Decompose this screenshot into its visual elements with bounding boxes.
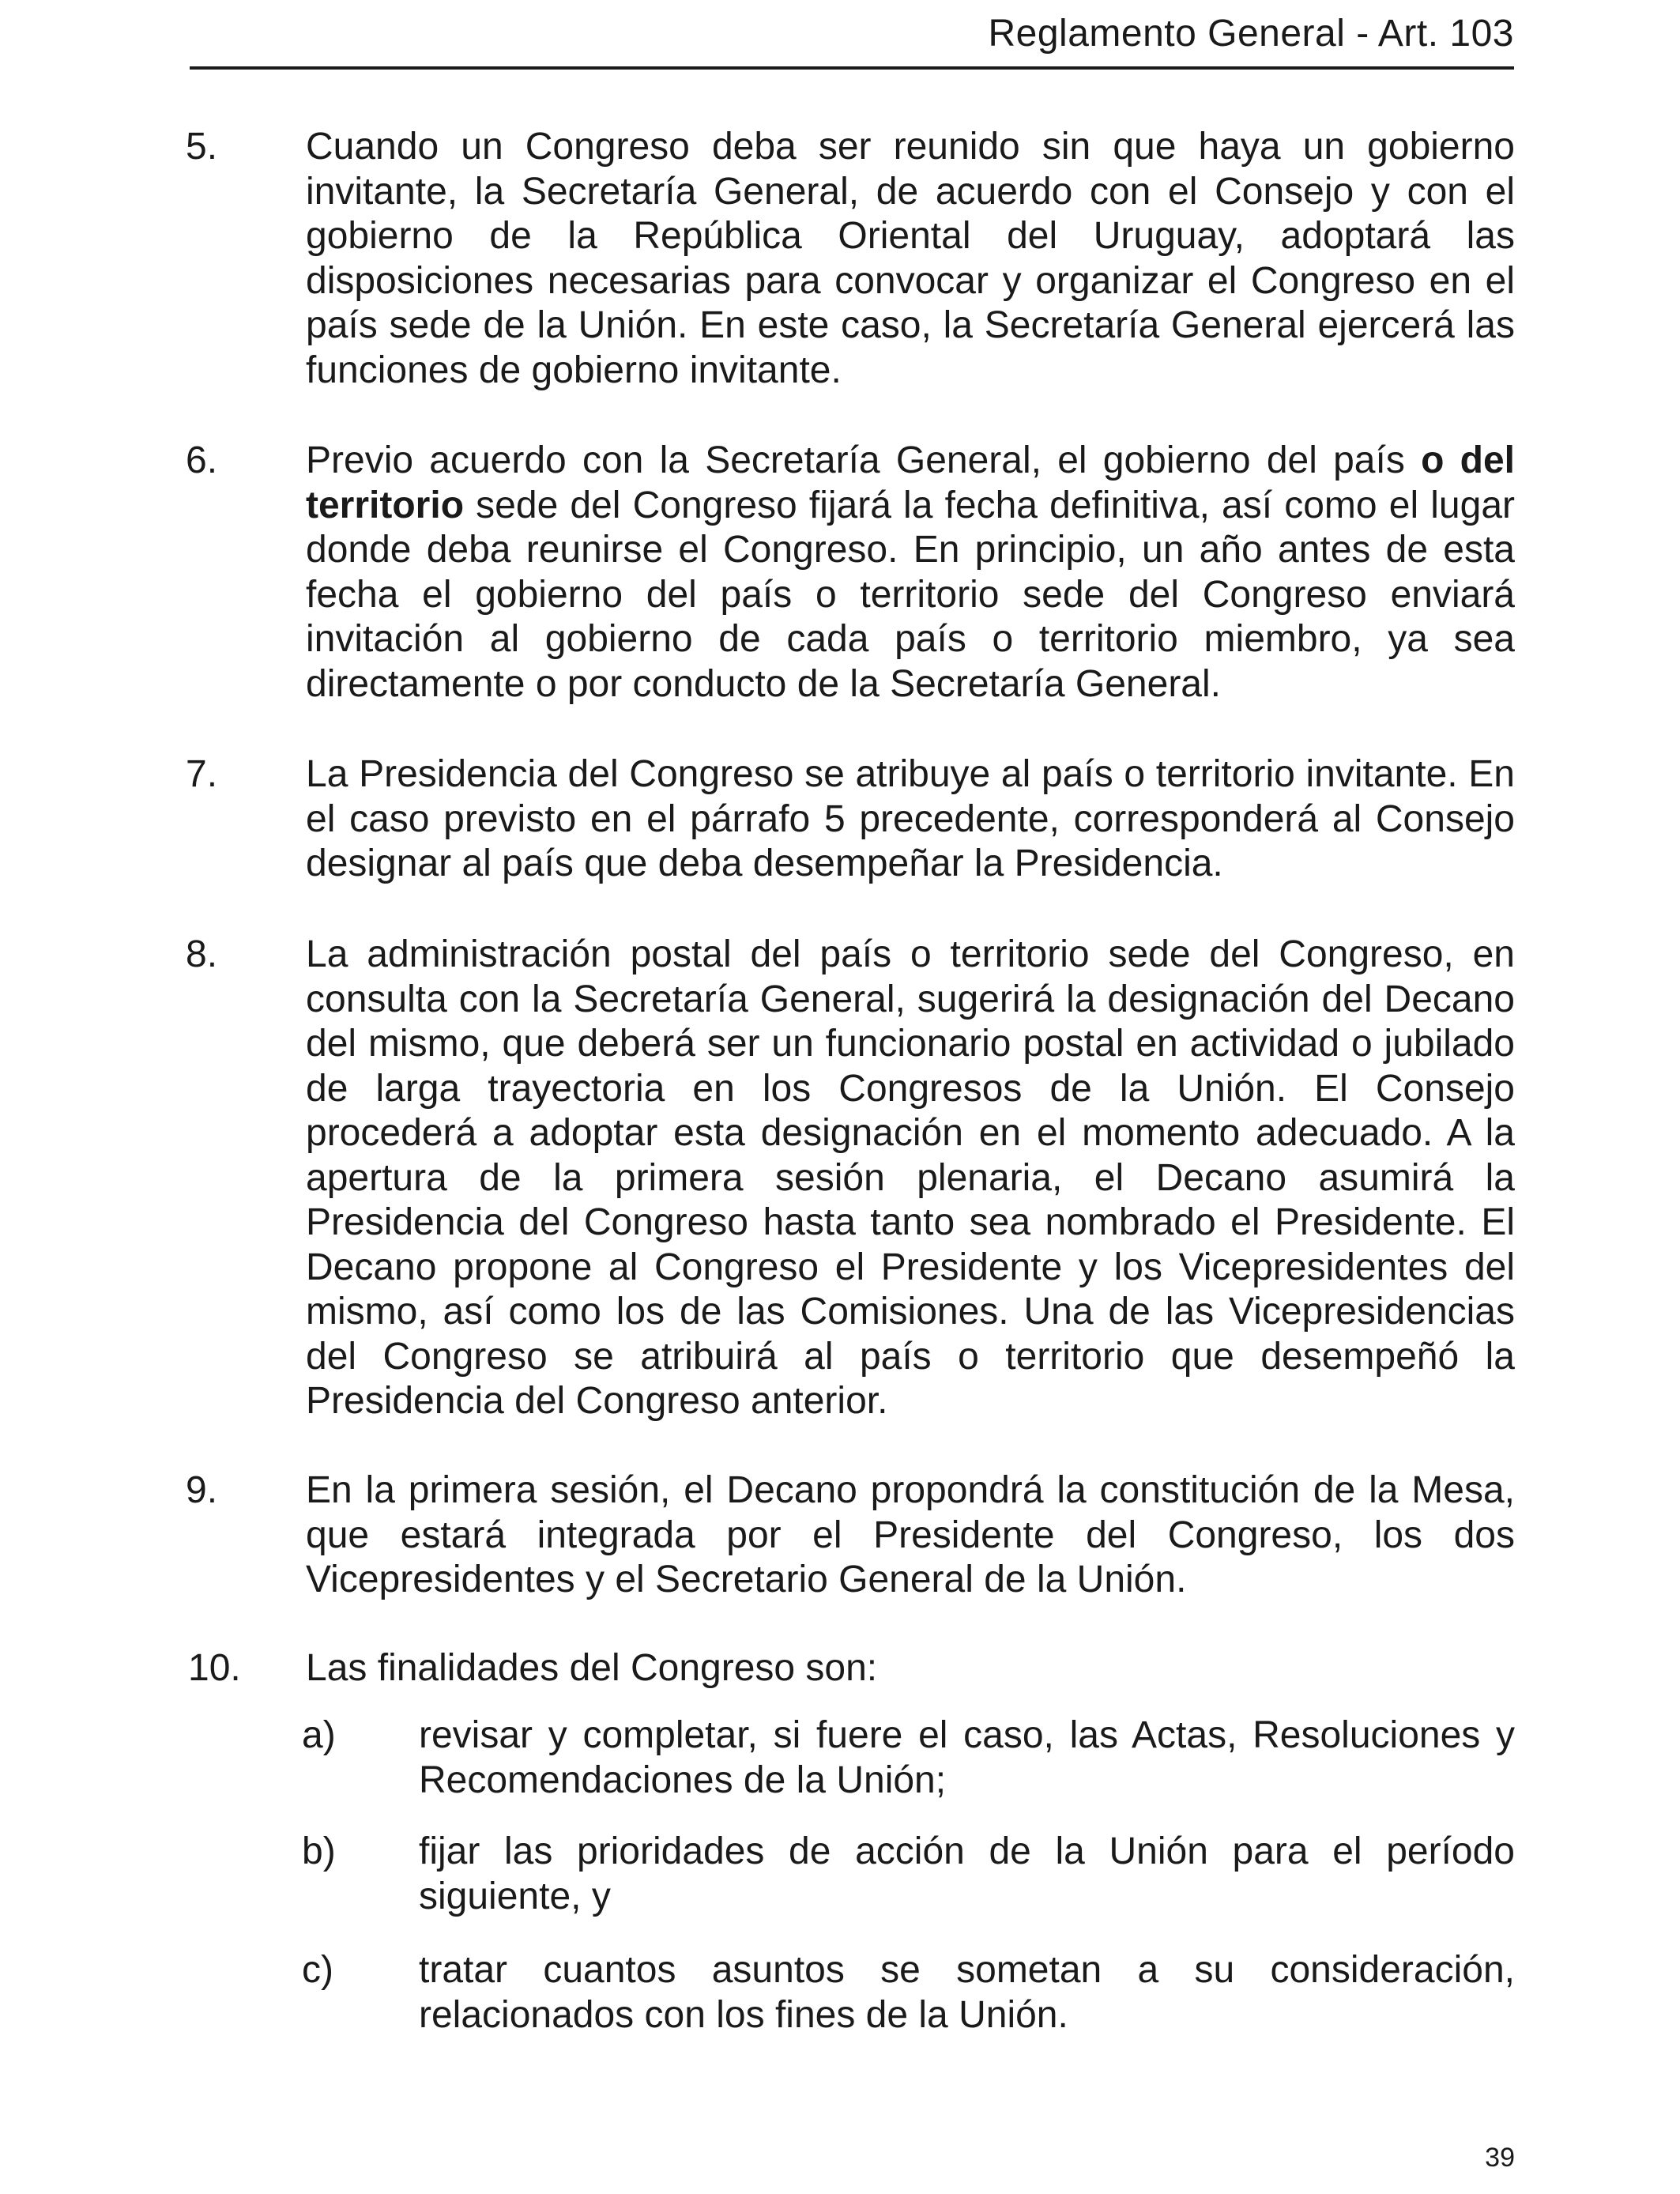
paragraph-number: 10. [188,1647,241,1689]
page-number: 39 [1485,2143,1515,2173]
list-item-text: fijar las prioridades de acción de la Unión para el período siguiente, y [419,1830,1515,1917]
paragraph-text: Las finalidades del Congreso son: [306,1647,878,1689]
paragraph-number: 8. [186,933,218,975]
list-item-letter: c) [302,1949,333,1991]
list-item-letter: b) [302,1830,336,1872]
paragraph-number: 5. [186,126,218,168]
bold-amendment: o del territorio [306,439,1515,526]
paragraph-text: La administración postal del país o territorio sede del Congreso, en consulta con la Secretaría General, sugerirá la designación del Decano del mismo, que deberá ser un funcionario postal en actividad o jubilado de larga trayectoria en los Congresos de la Unión. El Consejo procederá a adoptar esta designación en el momento adecuado. A la apertura de la primera sesión plenaria, el Decano asumirá la Presidencia del Congreso hasta tanto sea nombrado el Presidente. El Decano propone al Congreso el Presidente y los Vicepresidentes del mismo, así como los de las Comisiones. Una de las Vicepresidencias del Congreso se atribuirá al país o territorio que desempeñó la Presidencia del Congreso anterior. [306,933,1515,1422]
paragraph-text-start: Previo acuerdo con la Secretaría General, el gobierno del país [306,439,1405,481]
header-rule [190,66,1514,70]
list-item-text: tratar cuantos asuntos se sometan a su consideración, relacionados con los fines de la Unión. [419,1949,1515,2036]
paragraph-number: 9. [186,1469,218,1511]
paragraph-number: 6. [186,439,218,481]
paragraph-text-end: sede del Congreso fijará la fecha definitiva, así como el lugar donde deba reunirse el Congreso. En principio, un año antes de esta fecha el gobierno del país o territorio sede del Congreso enviará invitación al gobierno de cada país o territorio miembro, ya sea directamente o por conducto de la Secretaría General. [306,484,1515,705]
list-item-text: revisar y completar, si fuere el caso, las Actas, Resoluciones y Recomendaciones de la Unión; [419,1714,1515,1801]
list-item-letter: a) [302,1714,336,1756]
paragraph-number: 7. [186,753,218,795]
paragraph-text: En la primera sesión, el Decano propondrá la constitución de la Mesa, que estará integrada por el Presidente del Congreso, los dos Vicepresidentes y el Secretario General de la Unión. [306,1469,1515,1600]
paragraph-text [306,439,1515,707]
paragraph-text: La Presidencia del Congreso se atribuye al país o territorio invitante. En el caso previsto en el párrafo 5 precedente, corresponderá al Consejo designar al país que deba desempeñar la Presidencia. [306,753,1515,884]
paragraph-text: Cuando un Congreso deba ser reunido sin que haya un gobierno invitante, la Secretaría General, de acuerdo con el Consejo y con el gobierno de la República Oriental del Uruguay, adoptará las disposiciones necesarias para convocar y organizar el Congreso en el país sede de la Unión. En este caso, la Secretaría General ejercerá las funciones de gobierno invitante. [306,126,1515,391]
page-header: Reglamento General - Art. 103 [988,13,1514,55]
